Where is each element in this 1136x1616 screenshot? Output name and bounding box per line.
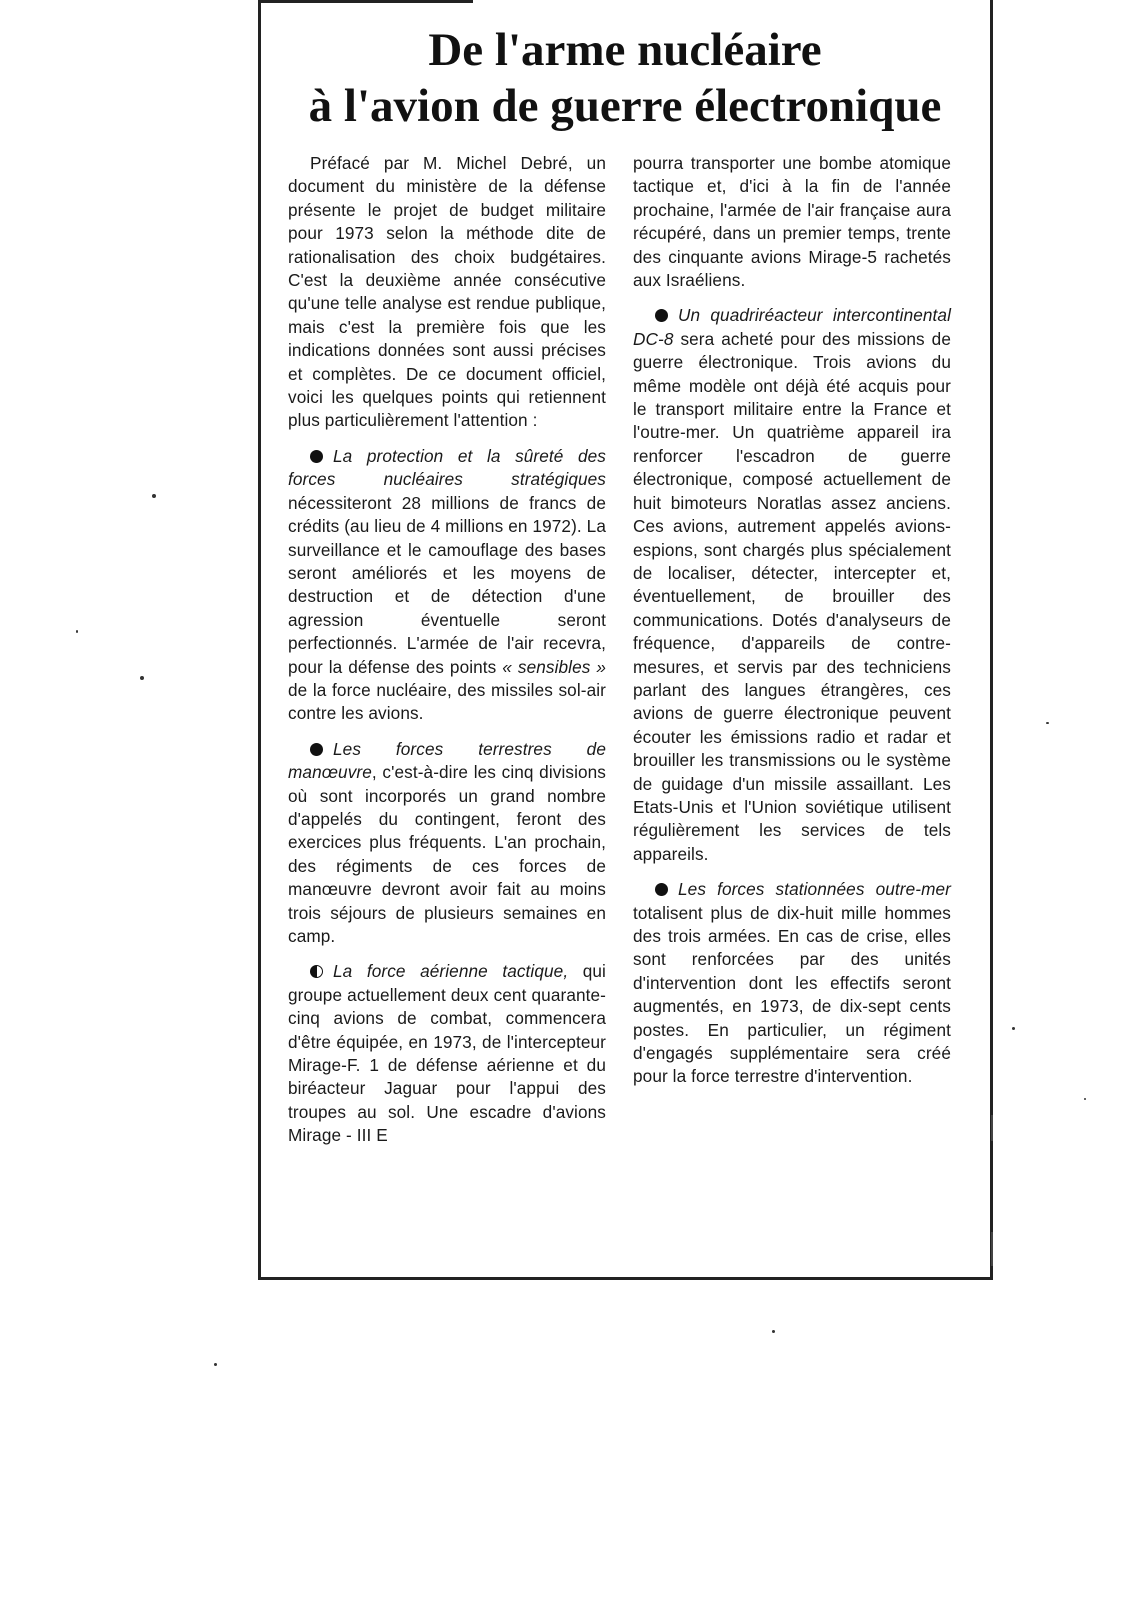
scan-speck <box>76 630 78 633</box>
scan-speck <box>1046 722 1049 724</box>
right-column <box>633 152 951 1101</box>
paragraph-body: qui groupe actuellement deux cent quarante-cinq avions de combat, commencera d'être équipée, en 1973, de l'intercepteur Mirage-F. 1 de défense aérienne et du biréacteur Jaguar pour l'appui des troupes au sol. Une escadre d'avions Mirage - III E <box>288 961 606 1146</box>
paragraph-lead: La force aérienne tactique, <box>333 961 569 982</box>
paragraph-overseas-forces <box>633 878 951 1089</box>
scan-speck <box>214 1363 217 1366</box>
scan-speck <box>1012 1027 1015 1030</box>
paragraph-nuclear <box>288 445 606 726</box>
bullet-icon <box>655 309 668 322</box>
headline <box>280 22 970 134</box>
paragraph-body: totalisent plus de dix-huit mille hommes des trois armées. En cas de crise, elles sont renforcées par des unités d'intervention dont les effectifs seront augmentés, en 1973, de dix-sept cents postes. En particulier, un régiment d'engagés supplémentaire sera créé pour la force terrestre d'intervention. <box>633 902 951 1087</box>
paragraph-lead: La protection et la sûreté des forces nucléaires stratégiques <box>288 445 606 490</box>
bullet-icon <box>310 450 323 463</box>
paragraph-lead: Les forces terrestres de manœuvre <box>288 738 606 783</box>
headline-line-1: De l'arme nucléaire <box>428 24 822 76</box>
paragraph-electronic-warfare <box>633 304 951 866</box>
quoted-term: « sensibles » <box>502 656 606 677</box>
scan-mark <box>991 1115 993 1141</box>
bullet-icon <box>655 883 668 896</box>
scan-speck <box>1084 1098 1086 1100</box>
paragraph-body: nécessiteront 28 millions de francs de crédits (au lieu de 4 millions en 1972). La surveillance et le camouflage des bases seront améliorés et les moyens de destruction et de détection d'une agression éventuelle seront perfectionnés. L'armée de l'air recevra, pour la défense des points <box>288 492 606 677</box>
paragraph-body: sera acheté pour des missions de guerre électronique. Trois avions du même modèle ont déjà été acquis pour le transport militaire entre la France et l'outre-mer. Un quatrième appareil ira renforcer l'escadron de guerre électronique, composé actuellement de huit bimoteurs Noratlas assez anciens. Ces avions, autrement appelés avions-espions, sont chargés plus spécialement de localiser, détecter, intercepter et, éventuellement, de brouiller des communications. Dotés d'analyseurs de fréquence, d'appareils de contre-mesures, et servis par des techniciens parlant des langues étrangères, ces avions de guerre électronique peuvent écouter les émissions radio et radar et brouiller les transmissions ou le système de guidage d'un missile assaillant. Les Etats-Unis et l'Union soviétique utilisent régulièrement les services de tels appareils. <box>633 328 951 864</box>
headline-line-2: à l'avion de guerre électronique <box>308 80 942 132</box>
paragraph-land-forces <box>288 738 606 949</box>
intro-paragraph: Préfacé par M. Michel Debré, un document du ministère de la défense présente le projet de budget militaire pour 1973 selon la méthode dite de rationalisation des choix budgétaires. C'est la deuxième année consécutive qu'une telle analyse est rendue publique, mais c'est la première fois que les indications données sont aussi précises et complètes. De ce document officiel, voici les quelques points qui retiennent plus particulièrement l'attention : <box>288 153 606 431</box>
scan-speck <box>152 494 156 498</box>
scan-mark <box>991 1232 993 1266</box>
paragraph-tail: de la force nucléaire, des missiles sol-air contre les avions. <box>288 679 606 724</box>
bullet-icon <box>310 743 323 756</box>
scan-speck <box>140 676 144 680</box>
scan-speck <box>772 1330 775 1333</box>
paragraph-body: , c'est-à-dire les cinq divisions où sont incorporés un grand nombre d'appelés du contingent, feront des exercices plus fréquents. L'an prochain, des régiments de ces forces de manœuvre devront avoir fait au moins trois séjours de plusieurs semaines en camp. <box>288 762 606 946</box>
paragraph-lead: Les forces stationnées outre-mer <box>678 879 951 900</box>
left-column <box>288 152 606 1160</box>
paragraph-lead: Un quadriréacteur intercontinental DC-8 <box>633 305 951 349</box>
bullet-icon <box>310 965 323 978</box>
continuation-paragraph: pourra transporter une bombe atomique tactique et, d'ici à la fin de l'année prochaine, l'armée de l'air française aura récupéré, dans un premier temps, trente des cinquante avions Mirage-5 rachetés aux Israéliens. <box>633 153 951 291</box>
paragraph-air-force <box>288 960 606 1147</box>
